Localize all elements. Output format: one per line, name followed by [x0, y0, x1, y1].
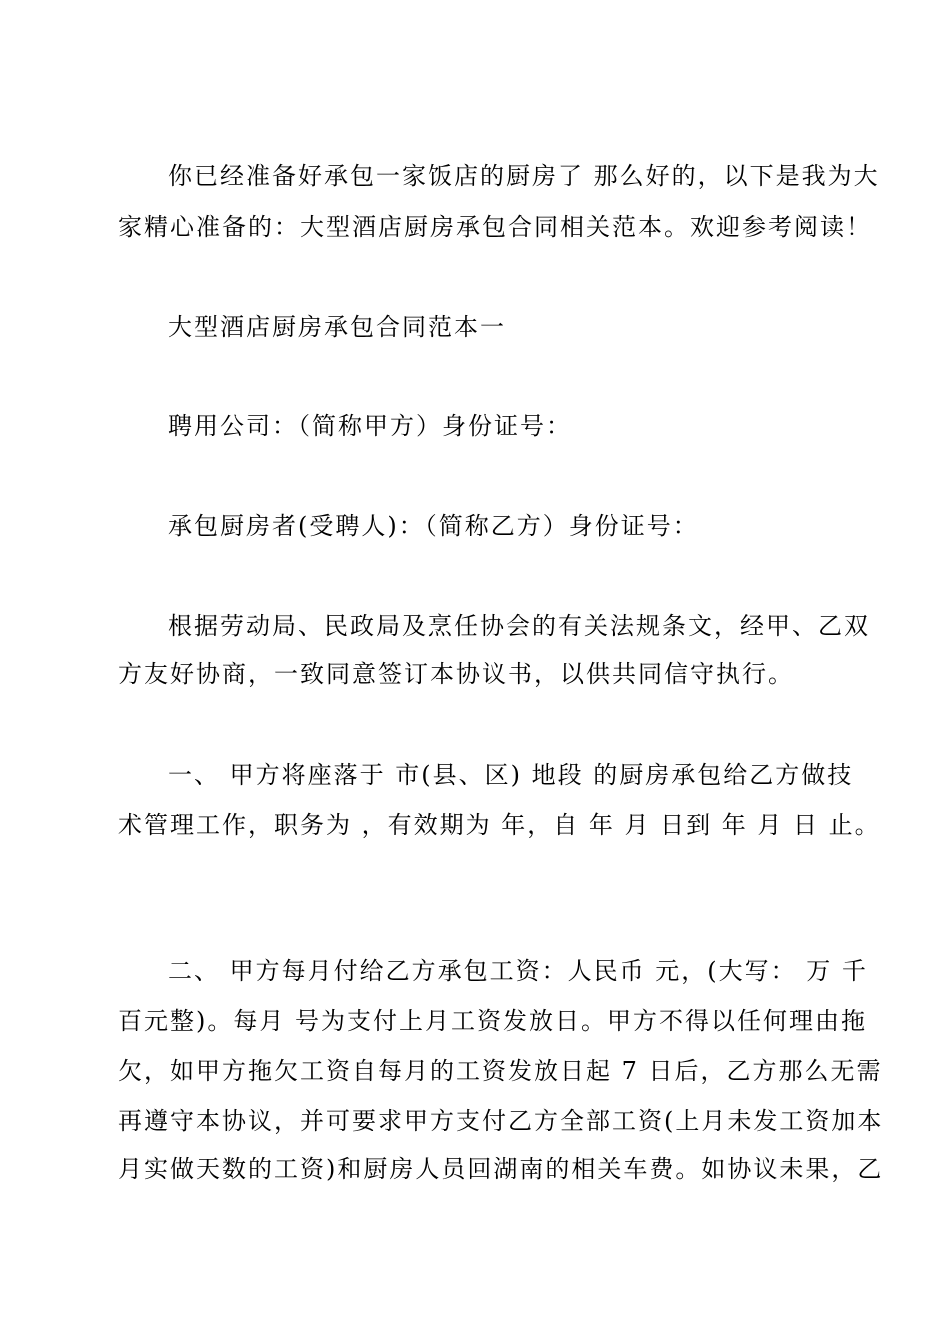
- contract-heading: 大型酒店厨房承包合同范本一: [168, 313, 506, 341]
- clause-2-line-2: 百元整)。每月 号为支付上月工资发放日。甲方不得以任何理由拖: [118, 1007, 867, 1035]
- clause-1-line-1: 一、 甲方将座落于 市(县、区) 地段 的厨房承包给乙方做技: [168, 761, 854, 789]
- party-b-line: 承包厨房者(受聘人)：（简称乙方）身份证号：: [168, 512, 699, 540]
- intro-line-2: 家精心准备的：大型酒店厨房承包合同相关范本。欢迎参考阅读！: [118, 213, 872, 241]
- clause-2-line-4: 再遵守本协议，并可要求甲方支付乙方全部工资(上月未发工资加本: [118, 1107, 884, 1135]
- clause-1-line-2: 术管理工作，职务为 ，有效期为 年，自 年 月 日到 年 月 日 止。: [118, 811, 881, 839]
- clause-2-line-3: 欠，如甲方拖欠工资自每月的工资发放日起 7 日后，乙方那么无需: [118, 1057, 883, 1085]
- basis-line-2: 方友好协商，一致同意签订本协议书，以供共同信守执行。: [118, 660, 794, 688]
- clause-2-line-1: 二、 甲方每月付给乙方承包工资：人民币 元，(大写： 万 千: [168, 957, 868, 985]
- intro-line-1: 你已经准备好承包一家饭店的厨房了 那么好的，以下是我为大: [168, 162, 880, 190]
- basis-line-1: 根据劳动局、民政局及烹任协会的有关法规条文，经甲、乙双: [168, 612, 870, 640]
- clause-2-line-5: 月实做天数的工资)和厨房人员回湖南的相关车费。如协议未果，乙: [118, 1155, 884, 1183]
- party-a-line: 聘用公司：（简称甲方）身份证号：: [168, 412, 572, 440]
